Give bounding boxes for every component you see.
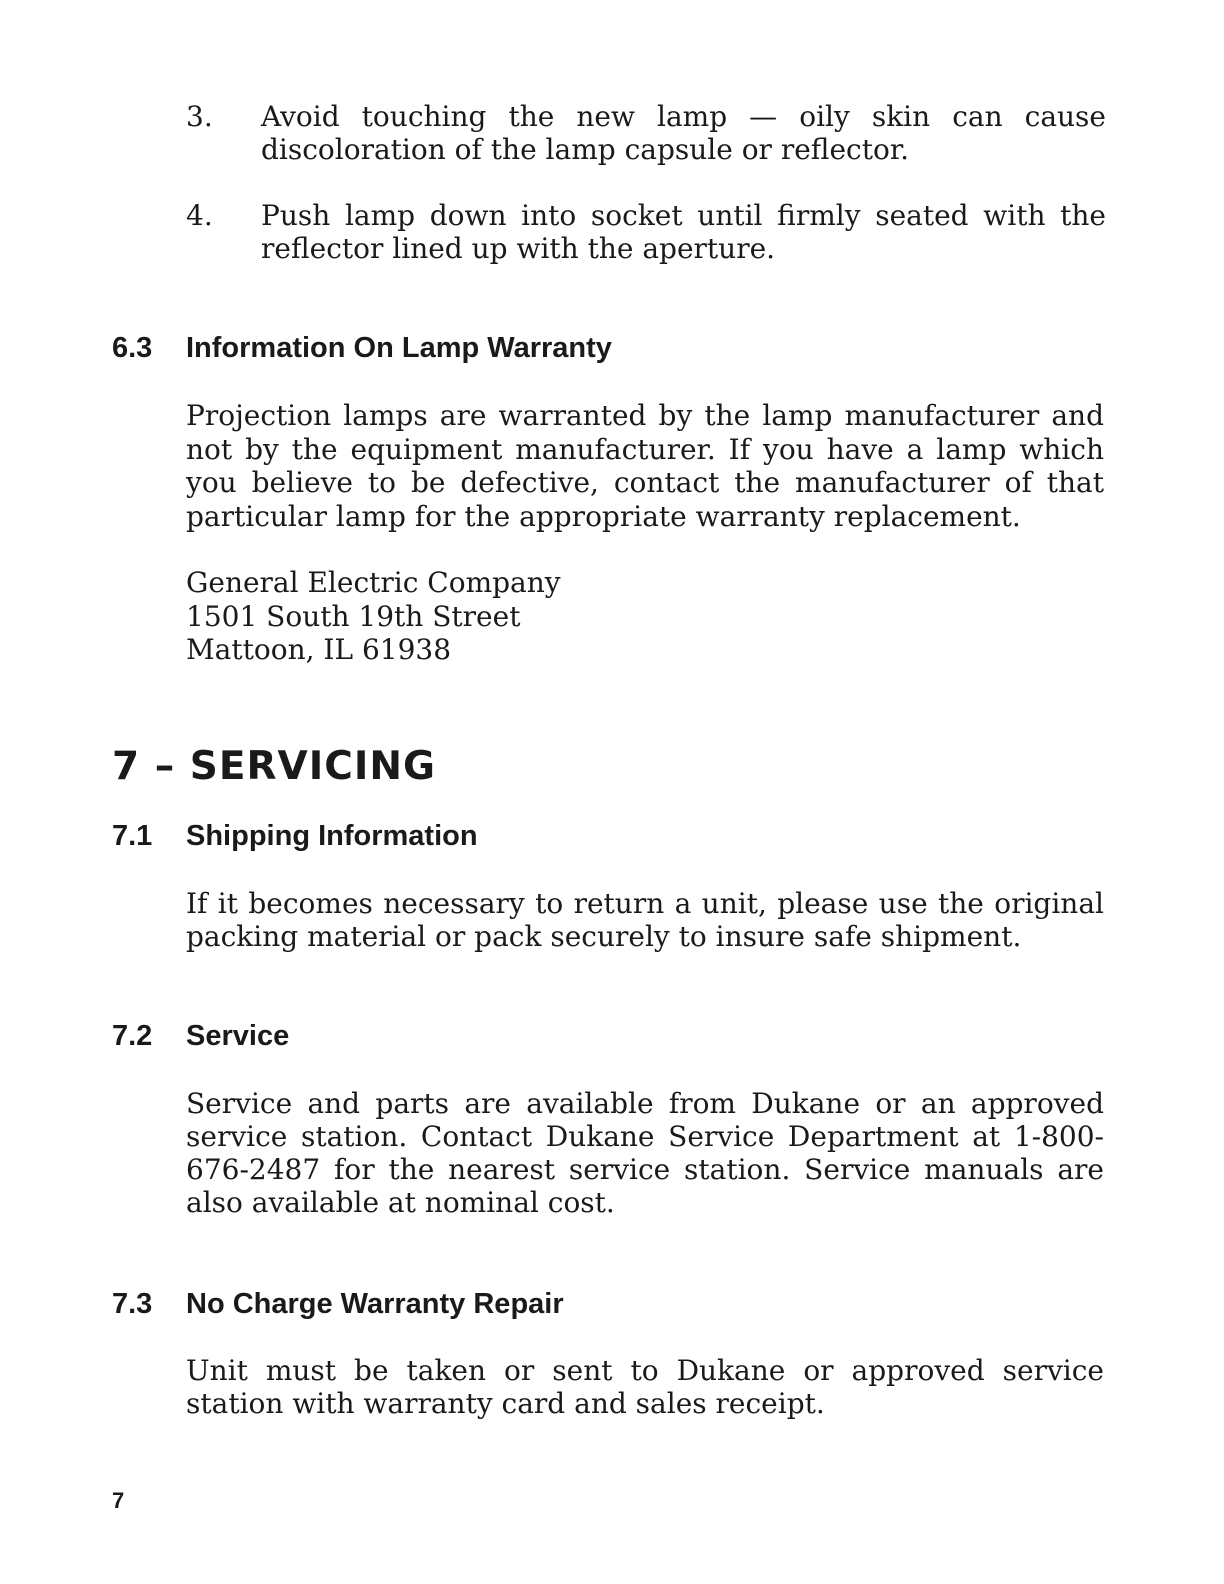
section-title: Shipping Information (186, 820, 478, 852)
page-number: 7 (112, 1488, 125, 1513)
heading-7-3 (112, 1287, 564, 1321)
warranty-repair-paragraph: Unit must be taken or sent to Dukane or approved service station with warranty card and sales receipt. (186, 1354, 1104, 1420)
section-title: Service (186, 1020, 290, 1052)
section-number: 7.3 (112, 1288, 153, 1320)
step-text: Avoid touching the new lamp — oily skin can cause discoloration of the lamp capsule or reflector. (261, 100, 1106, 166)
heading-7-2 (112, 1019, 289, 1053)
step-number: 3. (186, 100, 213, 133)
address-line-street: 1501 South 19th Street (186, 599, 521, 633)
section-title: No Charge Warranty Repair (186, 1288, 564, 1320)
step-4 (186, 199, 1106, 265)
section-title: Information On Lamp Warranty (186, 332, 612, 364)
section-number: 6.3 (112, 332, 153, 364)
heading-7-1 (112, 819, 478, 853)
step-text: Push lamp down into socket until firmly seated with the reflector lined up with the aperture. (261, 199, 1106, 265)
manufacturer-address (186, 566, 561, 667)
lamp-warranty-paragraph: Projection lamps are warranted by the lamp manufacturer and not by the equipment manufacturer. If you have a lamp which you believe to be defective, contact the manufacturer of that particular lamp for the appropriate warranty replacement. (186, 399, 1104, 533)
address-line-company: General Electric Company (186, 566, 561, 599)
heading-6-3 (112, 331, 612, 365)
service-paragraph: Service and parts are available from Dukane or an approved service station. Contact Dukane Service Department at 1-800-676-2487 for the nearest service station. Service manuals are also available at nominal cost. (186, 1087, 1104, 1219)
address-line-city: Mattoon, IL 61938 (186, 633, 452, 666)
shipping-paragraph: If it becomes necessary to return a unit, please use the original packing material or pack securely to insure safe shipment. (186, 887, 1104, 953)
chapter-7-heading: 7 – SERVICING (112, 744, 437, 789)
step-number: 4. (186, 199, 213, 232)
section-number: 7.2 (112, 1020, 153, 1052)
section-number: 7.1 (112, 820, 153, 852)
step-3 (186, 100, 1106, 166)
